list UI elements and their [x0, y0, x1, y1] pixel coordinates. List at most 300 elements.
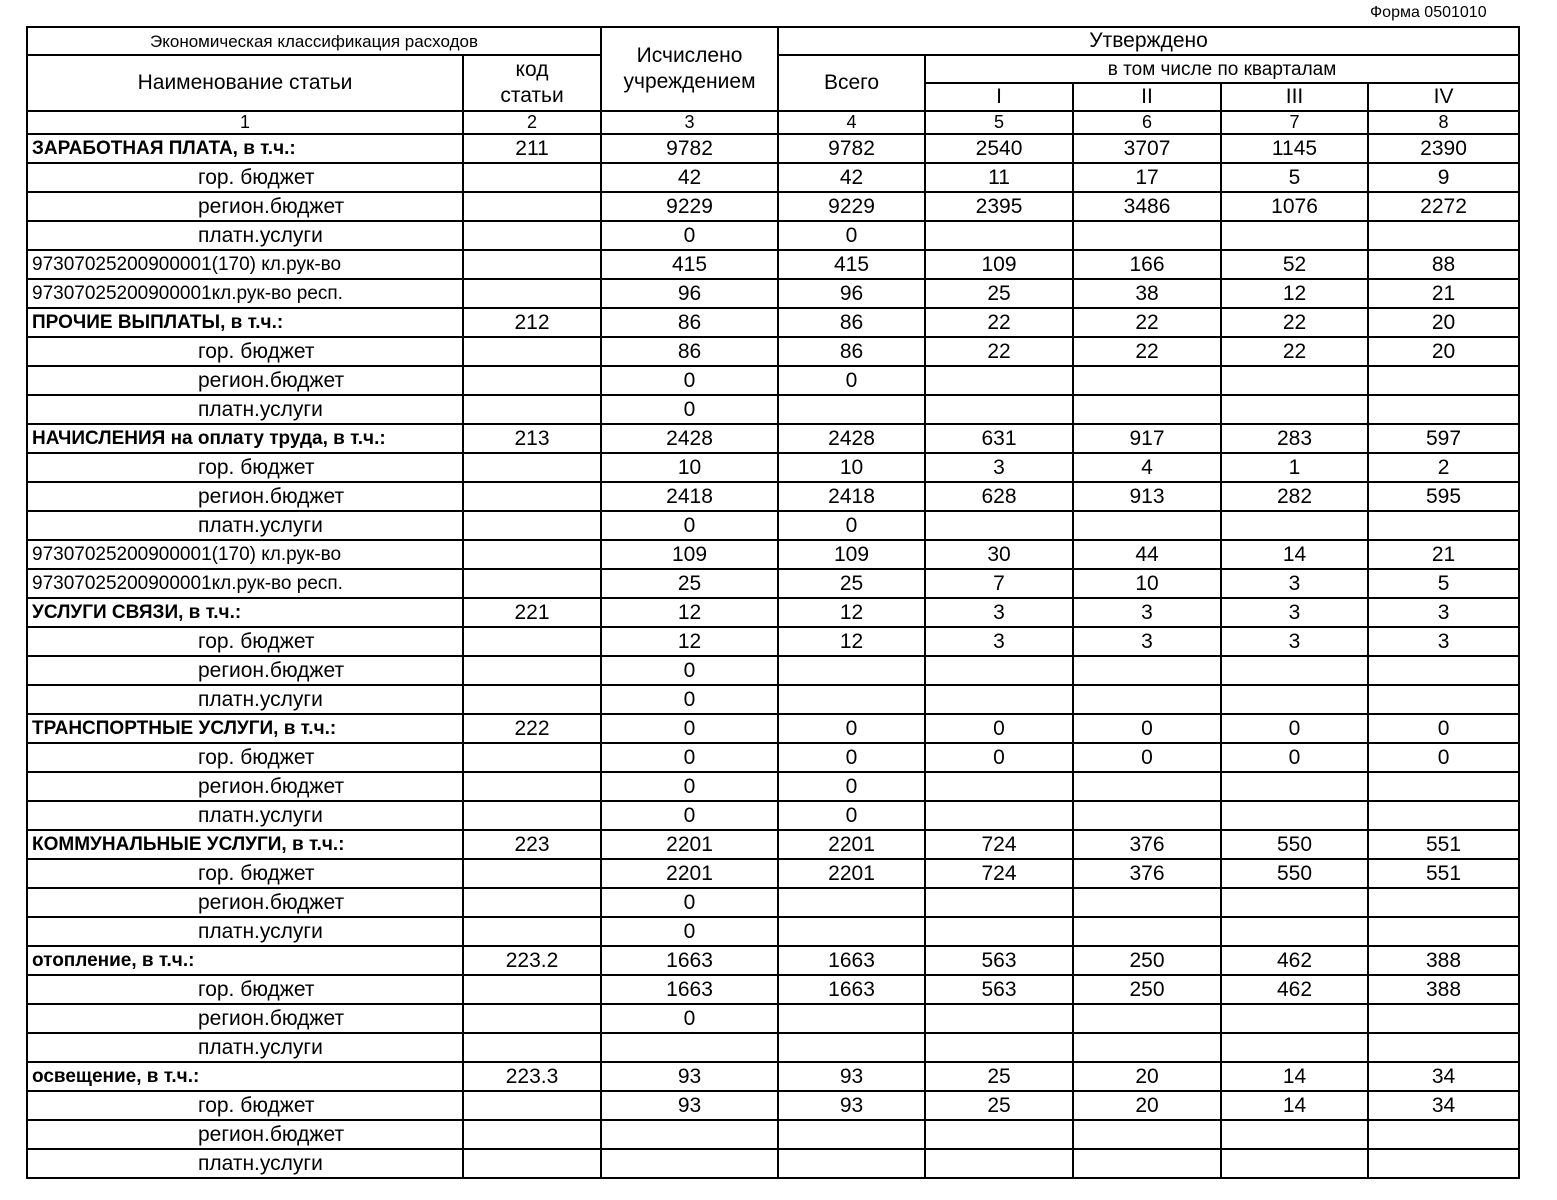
row-q2-cell: 3486: [1073, 192, 1221, 221]
row-name: НАЧИСЛЕНИЯ на оплату труда, в т.ч.:: [27, 424, 463, 453]
row-q2-cell: [1073, 1149, 1221, 1178]
row-calc-cell: 93: [601, 1062, 778, 1091]
row-total-cell: 415: [778, 250, 925, 279]
row-name: гор. бюджет: [27, 975, 463, 1004]
row-q1-cell: [925, 221, 1073, 250]
row-total-cell: 9782: [778, 134, 925, 163]
column-number: 1: [27, 111, 463, 134]
row-total-cell: 86: [778, 308, 925, 337]
row-calc-cell: 2201: [601, 859, 778, 888]
calculated-header: Исчислено учреждением: [601, 27, 778, 111]
column-number: 3: [601, 111, 778, 134]
row-q4-cell: 3: [1368, 627, 1519, 656]
row-calc-cell: 0: [601, 714, 778, 743]
row-q3-cell: 5: [1221, 163, 1368, 192]
row-name: ТРАНСПОРТНЫЕ УСЛУГИ, в т.ч.:: [27, 714, 463, 743]
row-q2-cell: 4: [1073, 453, 1221, 482]
row-code-cell: 223.3: [463, 1062, 601, 1091]
row-total-cell: [778, 917, 925, 946]
column-number: 2: [463, 111, 601, 134]
row-calc-cell: 86: [601, 337, 778, 366]
row-calc-cell: 25: [601, 569, 778, 598]
row-code-cell: [463, 888, 601, 917]
row-code-cell: [463, 192, 601, 221]
row-q3-cell: [1221, 395, 1368, 424]
row-code-cell: [463, 1004, 601, 1033]
row-q3-cell: [1221, 656, 1368, 685]
row-total-cell: 109: [778, 540, 925, 569]
row-q2-cell: [1073, 1120, 1221, 1149]
row-q3-cell: [1221, 917, 1368, 946]
row-q1-cell: 25: [925, 279, 1073, 308]
row-q1-cell: [925, 685, 1073, 714]
row-q3-cell: 14: [1221, 1091, 1368, 1120]
row-calc-cell: 0: [601, 366, 778, 395]
row-q4-cell: 20: [1368, 308, 1519, 337]
row-q1-cell: [925, 366, 1073, 395]
column-number: 8: [1368, 111, 1519, 134]
row-q2-cell: 22: [1073, 337, 1221, 366]
row-q1-cell: 0: [925, 714, 1073, 743]
row-calc-cell: 9782: [601, 134, 778, 163]
table-body: [27, 134, 1519, 1178]
form-label: Форма 0501010: [1370, 4, 1487, 21]
row-code-cell: [463, 540, 601, 569]
row-q2-cell: 0: [1073, 714, 1221, 743]
row-q3-cell: [1221, 1004, 1368, 1033]
approved-header: Утверждено: [778, 27, 1519, 55]
table-row: [27, 598, 1519, 627]
row-q1-cell: 2540: [925, 134, 1073, 163]
row-q2-cell: 20: [1073, 1062, 1221, 1091]
row-q3-cell: 550: [1221, 830, 1368, 859]
row-code-cell: [463, 366, 601, 395]
row-total-cell: 0: [778, 801, 925, 830]
row-q1-cell: 3: [925, 627, 1073, 656]
row-q1-cell: 631: [925, 424, 1073, 453]
row-q1-cell: [925, 801, 1073, 830]
row-q4-cell: 0: [1368, 714, 1519, 743]
table-row: [27, 1062, 1519, 1091]
row-code-cell: [463, 772, 601, 801]
row-q2-cell: 22: [1073, 308, 1221, 337]
row-q4-cell: 2272: [1368, 192, 1519, 221]
table-row: [27, 308, 1519, 337]
row-q3-cell: [1221, 1033, 1368, 1062]
row-calc-cell: [601, 1149, 778, 1178]
row-q1-cell: 3: [925, 598, 1073, 627]
row-q3-cell: 22: [1221, 337, 1368, 366]
row-q4-cell: 88: [1368, 250, 1519, 279]
table-row: [27, 424, 1519, 453]
row-name: гор. бюджет: [27, 627, 463, 656]
row-calc-cell: 0: [601, 1004, 778, 1033]
row-total-cell: [778, 395, 925, 424]
row-code-cell: 223: [463, 830, 601, 859]
row-code-cell: 211: [463, 134, 601, 163]
row-calc-cell: 1663: [601, 946, 778, 975]
table-row: [27, 656, 1519, 685]
row-q4-cell: 595: [1368, 482, 1519, 511]
row-code-cell: [463, 627, 601, 656]
row-q3-cell: 462: [1221, 975, 1368, 1004]
row-q3-cell: [1221, 685, 1368, 714]
row-calc-cell: 2418: [601, 482, 778, 511]
row-name: регион.бюджет: [27, 1004, 463, 1033]
quarter-2-header: II: [1073, 83, 1221, 111]
row-calc-cell: 415: [601, 250, 778, 279]
column-number: 4: [778, 111, 925, 134]
row-code-cell: [463, 859, 601, 888]
row-name: гор. бюджет: [27, 859, 463, 888]
row-q1-cell: 563: [925, 975, 1073, 1004]
row-q4-cell: 597: [1368, 424, 1519, 453]
row-total-cell: 25: [778, 569, 925, 598]
row-q4-cell: 388: [1368, 975, 1519, 1004]
row-q4-cell: [1368, 656, 1519, 685]
row-total-cell: 2201: [778, 859, 925, 888]
row-q4-cell: [1368, 685, 1519, 714]
row-total-cell: [778, 888, 925, 917]
row-total-cell: 0: [778, 772, 925, 801]
row-name: 97307025200900001(170) кл.рук-во: [27, 250, 463, 279]
row-name: регион.бюджет: [27, 656, 463, 685]
row-q4-cell: 2: [1368, 453, 1519, 482]
row-q1-cell: 22: [925, 337, 1073, 366]
row-q4-cell: [1368, 917, 1519, 946]
row-name: регион.бюджет: [27, 192, 463, 221]
row-q3-cell: [1221, 1120, 1368, 1149]
row-total-cell: 96: [778, 279, 925, 308]
row-q1-cell: [925, 1004, 1073, 1033]
row-q3-cell: 283: [1221, 424, 1368, 453]
table-row: [27, 1004, 1519, 1033]
table-row: [27, 250, 1519, 279]
row-code-cell: [463, 395, 601, 424]
table-row: [27, 685, 1519, 714]
row-calc-cell: 12: [601, 598, 778, 627]
row-code-cell: [463, 453, 601, 482]
table-row: [27, 975, 1519, 1004]
column-numbers-row: [27, 111, 1519, 134]
row-q4-cell: [1368, 221, 1519, 250]
quarter-3-header: III: [1221, 83, 1368, 111]
row-q4-cell: 21: [1368, 540, 1519, 569]
row-total-cell: 0: [778, 221, 925, 250]
table-row: [27, 1091, 1519, 1120]
row-name: платн.услуги: [27, 395, 463, 424]
row-q3-cell: [1221, 366, 1368, 395]
row-total-cell: 12: [778, 627, 925, 656]
row-total-cell: [778, 656, 925, 685]
row-total-cell: [778, 1033, 925, 1062]
row-name: гор. бюджет: [27, 1091, 463, 1120]
row-name: 97307025200900001(170) кл.рук-во: [27, 540, 463, 569]
row-calc-cell: 1663: [601, 975, 778, 1004]
row-q4-cell: 9: [1368, 163, 1519, 192]
row-q1-cell: [925, 888, 1073, 917]
row-q4-cell: 21: [1368, 279, 1519, 308]
row-code-cell: [463, 656, 601, 685]
row-calc-cell: 0: [601, 685, 778, 714]
table-row: [27, 1033, 1519, 1062]
row-q2-cell: 0: [1073, 743, 1221, 772]
row-q2-cell: 10: [1073, 569, 1221, 598]
table-row: [27, 163, 1519, 192]
row-q1-cell: 0: [925, 743, 1073, 772]
row-q4-cell: [1368, 772, 1519, 801]
row-code-cell: [463, 1149, 601, 1178]
row-name: ПРОЧИЕ ВЫПЛАТЫ, в т.ч.:: [27, 308, 463, 337]
row-q2-cell: [1073, 221, 1221, 250]
row-q3-cell: 12: [1221, 279, 1368, 308]
row-q1-cell: 25: [925, 1091, 1073, 1120]
row-q2-cell: 250: [1073, 975, 1221, 1004]
row-q4-cell: 388: [1368, 946, 1519, 975]
row-name: освещение, в т.ч.:: [27, 1062, 463, 1091]
row-q3-cell: 14: [1221, 1062, 1368, 1091]
row-name: гор. бюджет: [27, 453, 463, 482]
row-code-cell: 221: [463, 598, 601, 627]
row-total-cell: 9229: [778, 192, 925, 221]
row-code-cell: [463, 1033, 601, 1062]
row-total-cell: [778, 1120, 925, 1149]
row-calc-cell: [601, 1033, 778, 1062]
table-row: [27, 134, 1519, 163]
row-q1-cell: 724: [925, 830, 1073, 859]
row-total-cell: 2201: [778, 830, 925, 859]
row-q1-cell: 11: [925, 163, 1073, 192]
table-row: [27, 859, 1519, 888]
row-q4-cell: 2390: [1368, 134, 1519, 163]
column-number: 6: [1073, 111, 1221, 134]
row-q1-cell: 30: [925, 540, 1073, 569]
row-total-cell: 93: [778, 1091, 925, 1120]
row-code-cell: 212: [463, 308, 601, 337]
row-total-cell: [778, 685, 925, 714]
row-q4-cell: 551: [1368, 830, 1519, 859]
row-q2-cell: [1073, 772, 1221, 801]
row-calc-cell: 12: [601, 627, 778, 656]
row-calc-cell: 2201: [601, 830, 778, 859]
row-total-cell: 42: [778, 163, 925, 192]
row-calc-cell: 0: [601, 511, 778, 540]
row-q4-cell: 0: [1368, 743, 1519, 772]
table-row: [27, 366, 1519, 395]
row-q4-cell: [1368, 1033, 1519, 1062]
row-q4-cell: 34: [1368, 1091, 1519, 1120]
row-q4-cell: 551: [1368, 859, 1519, 888]
row-q2-cell: [1073, 1033, 1221, 1062]
row-name: отопление, в т.ч.:: [27, 946, 463, 975]
table-row: [27, 1149, 1519, 1178]
article-name-header: Наименование статьи: [27, 55, 463, 111]
row-total-cell: 2428: [778, 424, 925, 453]
row-q3-cell: 3: [1221, 598, 1368, 627]
row-name: регион.бюджет: [27, 482, 463, 511]
row-q2-cell: 166: [1073, 250, 1221, 279]
table-row: [27, 917, 1519, 946]
row-name: гор. бюджет: [27, 337, 463, 366]
row-code-cell: [463, 511, 601, 540]
row-name: гор. бюджет: [27, 163, 463, 192]
row-q1-cell: [925, 656, 1073, 685]
row-q2-cell: [1073, 656, 1221, 685]
row-name: платн.услуги: [27, 1149, 463, 1178]
row-q1-cell: 109: [925, 250, 1073, 279]
row-calc-cell: [601, 1120, 778, 1149]
row-name: платн.услуги: [27, 1033, 463, 1062]
row-name: платн.услуги: [27, 221, 463, 250]
row-q3-cell: 462: [1221, 946, 1368, 975]
row-code-cell: [463, 482, 601, 511]
expense-table: [26, 26, 1520, 1179]
row-calc-cell: 9229: [601, 192, 778, 221]
row-calc-cell: 109: [601, 540, 778, 569]
row-name: 97307025200900001кл.рук-во респ.: [27, 279, 463, 308]
row-name: платн.услуги: [27, 917, 463, 946]
table-row: [27, 801, 1519, 830]
row-calc-cell: 93: [601, 1091, 778, 1120]
row-calc-cell: 0: [601, 743, 778, 772]
table-row: [27, 395, 1519, 424]
row-total-cell: [778, 1004, 925, 1033]
row-q1-cell: [925, 917, 1073, 946]
row-q2-cell: 250: [1073, 946, 1221, 975]
quarter-1-header: I: [925, 83, 1073, 111]
row-name: регион.бюджет: [27, 772, 463, 801]
row-q2-cell: [1073, 917, 1221, 946]
row-total-cell: 12: [778, 598, 925, 627]
row-q3-cell: 282: [1221, 482, 1368, 511]
row-total-cell: 0: [778, 743, 925, 772]
row-calc-cell: 0: [601, 395, 778, 424]
row-q1-cell: 3: [925, 453, 1073, 482]
row-calc-cell: 2428: [601, 424, 778, 453]
row-q1-cell: 22: [925, 308, 1073, 337]
row-total-cell: 1663: [778, 946, 925, 975]
table-row: [27, 337, 1519, 366]
table-row: [27, 627, 1519, 656]
row-q3-cell: 52: [1221, 250, 1368, 279]
row-total-cell: 0: [778, 366, 925, 395]
row-calc-cell: 0: [601, 221, 778, 250]
row-code-cell: 213: [463, 424, 601, 453]
row-code-cell: [463, 801, 601, 830]
row-total-cell: 2418: [778, 482, 925, 511]
row-q2-cell: 3: [1073, 598, 1221, 627]
row-total-cell: 93: [778, 1062, 925, 1091]
row-q3-cell: 22: [1221, 308, 1368, 337]
row-calc-cell: 86: [601, 308, 778, 337]
table-row: [27, 714, 1519, 743]
row-q1-cell: 7: [925, 569, 1073, 598]
table-row: [27, 569, 1519, 598]
table-row: [27, 482, 1519, 511]
row-q2-cell: 44: [1073, 540, 1221, 569]
row-code-cell: [463, 917, 601, 946]
row-q3-cell: 0: [1221, 743, 1368, 772]
row-code-cell: 223.2: [463, 946, 601, 975]
table-row: [27, 830, 1519, 859]
row-code-cell: [463, 163, 601, 192]
row-q3-cell: [1221, 888, 1368, 917]
row-q4-cell: [1368, 1120, 1519, 1149]
row-total-cell: 10: [778, 453, 925, 482]
row-q3-cell: 3: [1221, 627, 1368, 656]
table-row: [27, 221, 1519, 250]
total-header: Всего: [778, 55, 925, 111]
table-row: [27, 511, 1519, 540]
row-total-cell: 0: [778, 714, 925, 743]
row-q1-cell: [925, 1120, 1073, 1149]
econ-class-header: Экономическая классификация расходов: [27, 27, 601, 55]
row-q4-cell: [1368, 888, 1519, 917]
row-q2-cell: 20: [1073, 1091, 1221, 1120]
row-name: регион.бюджет: [27, 366, 463, 395]
row-q3-cell: 1: [1221, 453, 1368, 482]
row-name: регион.бюджет: [27, 1120, 463, 1149]
row-code-cell: [463, 685, 601, 714]
row-q2-cell: [1073, 511, 1221, 540]
row-q1-cell: [925, 1149, 1073, 1178]
article-code-header: код статьи: [463, 55, 601, 111]
column-number: 5: [925, 111, 1073, 134]
row-q4-cell: 20: [1368, 337, 1519, 366]
row-q2-cell: 38: [1073, 279, 1221, 308]
row-name: 97307025200900001кл.рук-во респ.: [27, 569, 463, 598]
by-quarters-header: в том числе по кварталам: [925, 55, 1519, 83]
row-name: платн.услуги: [27, 801, 463, 830]
row-q2-cell: [1073, 888, 1221, 917]
table-row: [27, 279, 1519, 308]
row-q3-cell: 550: [1221, 859, 1368, 888]
row-q2-cell: 917: [1073, 424, 1221, 453]
row-q4-cell: 34: [1368, 1062, 1519, 1091]
row-name: гор. бюджет: [27, 743, 463, 772]
row-q2-cell: 913: [1073, 482, 1221, 511]
row-q4-cell: 5: [1368, 569, 1519, 598]
row-calc-cell: 42: [601, 163, 778, 192]
row-q2-cell: 17: [1073, 163, 1221, 192]
row-q3-cell: 1145: [1221, 134, 1368, 163]
row-q2-cell: [1073, 395, 1221, 424]
table-header: [27, 27, 1519, 134]
row-name: регион.бюджет: [27, 888, 463, 917]
column-number: 7: [1221, 111, 1368, 134]
row-q4-cell: [1368, 1149, 1519, 1178]
row-code-cell: [463, 337, 601, 366]
table-row: [27, 192, 1519, 221]
row-code-cell: [463, 250, 601, 279]
row-q4-cell: [1368, 1004, 1519, 1033]
row-name: ЗАРАБОТНАЯ ПЛАТА, в т.ч.:: [27, 134, 463, 163]
row-q1-cell: [925, 772, 1073, 801]
table-row: [27, 946, 1519, 975]
row-q1-cell: 25: [925, 1062, 1073, 1091]
table-row: [27, 1120, 1519, 1149]
row-q2-cell: 376: [1073, 859, 1221, 888]
row-q2-cell: 3707: [1073, 134, 1221, 163]
row-code-cell: [463, 1120, 601, 1149]
row-total-cell: 0: [778, 511, 925, 540]
table-row: [27, 772, 1519, 801]
row-q1-cell: 628: [925, 482, 1073, 511]
row-name: платн.услуги: [27, 685, 463, 714]
row-q2-cell: 376: [1073, 830, 1221, 859]
row-q3-cell: [1221, 221, 1368, 250]
row-q2-cell: [1073, 366, 1221, 395]
